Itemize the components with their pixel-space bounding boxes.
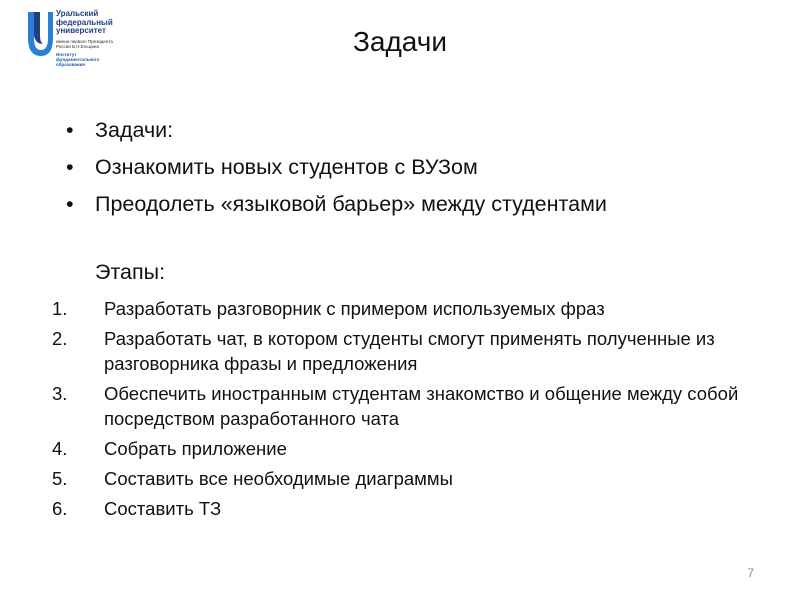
step-item	[52, 381, 752, 431]
step-text: Обеспечить иностранным студентам знакомство и общение между собой посредством разработанного чата	[104, 383, 739, 429]
slide-title: Задачи	[352, 26, 447, 57]
step-text: Составить ТЗ	[104, 498, 222, 519]
bullet-item: • Задачи:	[66, 112, 607, 149]
step-item	[52, 496, 752, 521]
step-text: Разработать чат, в котором студенты смогут применять полученные из разговорника фразы и предложения	[104, 328, 715, 374]
step-text: Составить все необходимые диаграммы	[104, 468, 453, 489]
step-item	[52, 296, 752, 321]
task-bullet-list	[66, 112, 607, 223]
step-item	[52, 436, 752, 461]
step-number: 6.	[52, 498, 68, 519]
bullet-item: • Преодолеть «языковой барьер» между студентами	[66, 186, 607, 223]
step-number: 2.	[52, 328, 68, 349]
step-number: 4.	[52, 438, 68, 459]
step-item	[52, 326, 752, 376]
step-text: Разработать разговорник с примером используемых фраз	[104, 298, 605, 319]
stages-heading: Этапы:	[95, 260, 166, 284]
step-item	[52, 466, 752, 491]
logo-subtitle: имени первого Президента России Б.Н.Ельцина	[56, 38, 113, 49]
logo-university-name: Уральский федеральный университет	[56, 9, 113, 35]
page-number: 7	[747, 566, 754, 580]
step-number: 5.	[52, 468, 68, 489]
step-number: 1.	[52, 298, 68, 319]
step-text: Собрать приложение	[104, 438, 287, 459]
bullet-item: • Ознакомить новых студентов с ВУЗом	[66, 149, 607, 186]
stages-numbered-list	[52, 296, 752, 526]
logo-institute: Институт фундаментального образования	[56, 51, 100, 67]
step-number: 3.	[52, 383, 68, 404]
